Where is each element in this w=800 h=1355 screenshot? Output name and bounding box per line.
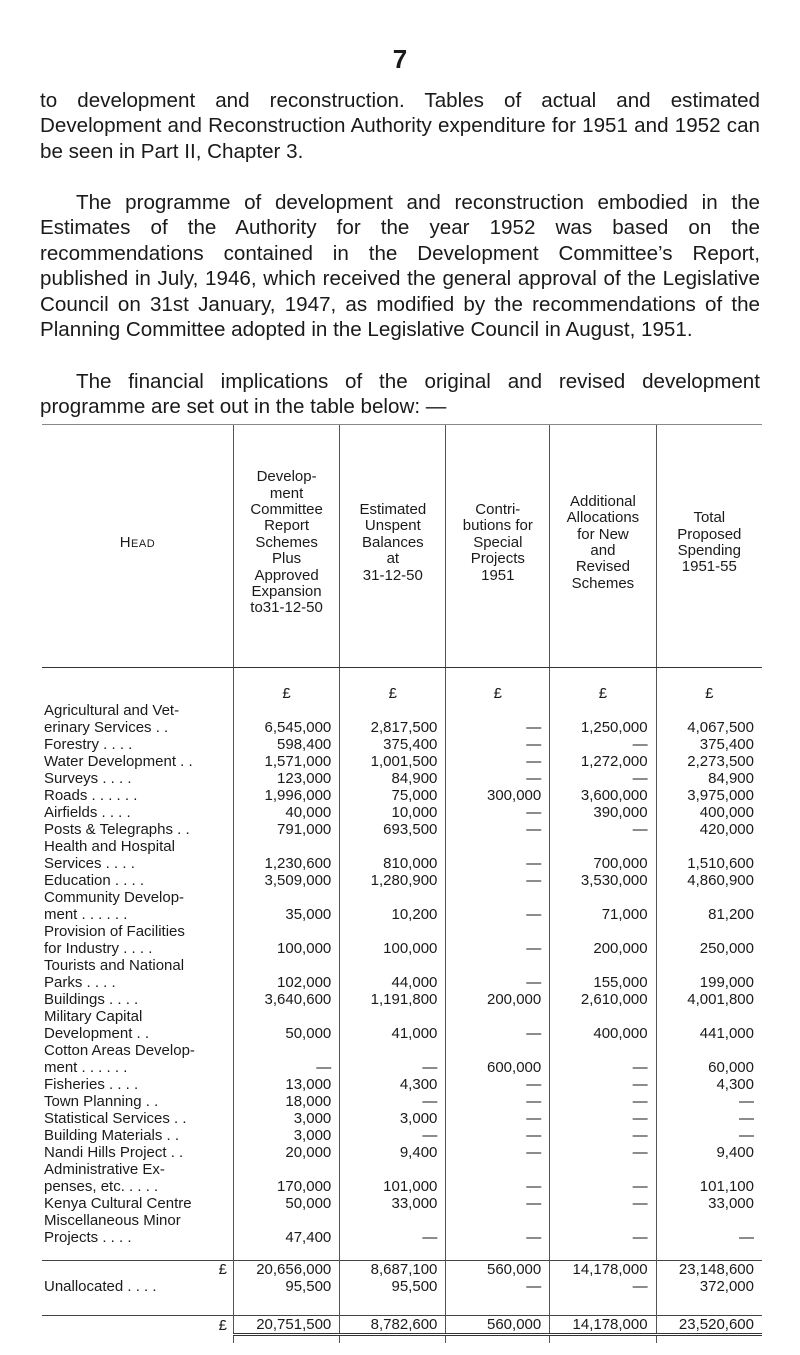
table-row <box>42 872 762 889</box>
header-col3 <box>446 425 550 668</box>
empty-cell <box>446 889 550 906</box>
row-label: Projects . . . . <box>44 1228 132 1246</box>
row-value: 155,000 <box>550 974 656 991</box>
row-value: 102,000 <box>233 974 339 991</box>
header-line: Revised <box>575 558 631 576</box>
row-value: 1,510,600 <box>656 855 762 872</box>
row-value: — <box>446 906 550 923</box>
header-col5 <box>656 425 762 668</box>
row-value: — <box>446 1195 550 1212</box>
row-value: — <box>340 1229 446 1246</box>
unallocated-value: 372,000 <box>656 1278 762 1295</box>
row-label: Forestry . . . . <box>44 735 133 753</box>
table-row <box>42 1178 762 1195</box>
row-value: 1,280,900 <box>340 872 446 889</box>
header-col2 <box>340 425 446 668</box>
empty-cell <box>340 957 446 974</box>
table-row <box>42 770 762 787</box>
table-row <box>42 940 762 957</box>
row-label: Development . . <box>44 1024 150 1042</box>
table-row <box>42 974 762 991</box>
row-value: 300,000 <box>446 787 550 804</box>
table-row <box>42 1008 762 1025</box>
unallocated-label: Unallocated . . . . <box>44 1277 157 1295</box>
row-label: Kenya Cultural Centre <box>44 1194 192 1212</box>
row-value: 33,000 <box>340 1195 446 1212</box>
row-value: — <box>550 736 656 753</box>
header-line: ment <box>269 484 304 502</box>
grand-total-value: 14,178,000 <box>550 1316 656 1335</box>
grand-total-value: 23,520,600 <box>656 1316 762 1335</box>
empty-cell <box>446 1042 550 1059</box>
row-value: 9,400 <box>656 1144 762 1161</box>
row-value: 1,996,000 <box>233 787 339 804</box>
row-value: 791,000 <box>233 821 339 838</box>
row-label: Military Capital <box>44 1007 143 1025</box>
row-value: 200,000 <box>446 991 550 1008</box>
empty-cell <box>446 1008 550 1025</box>
spacer-row <box>42 1246 762 1261</box>
header-line: Contri- <box>475 500 521 518</box>
header-line: and <box>590 542 616 559</box>
row-label: erinary Services . . <box>44 718 169 736</box>
empty-cell <box>340 1161 446 1178</box>
header-col2-text <box>340 502 445 584</box>
row-value: 101,100 <box>656 1178 762 1195</box>
header-line: Develop- <box>256 468 317 486</box>
row-value: — <box>550 1229 656 1246</box>
header-line: Special <box>473 533 523 551</box>
row-value: 1,001,500 <box>340 753 446 770</box>
header-line: Schemes <box>255 533 318 551</box>
empty-cell <box>233 1212 339 1229</box>
table-row <box>42 889 762 906</box>
row-value: 10,200 <box>340 906 446 923</box>
row-value: — <box>446 719 550 736</box>
header-line: Report <box>264 517 310 535</box>
row-value: 3,000 <box>233 1127 339 1144</box>
row-label: Town Planning . . <box>44 1092 159 1110</box>
row-value: 35,000 <box>233 906 339 923</box>
row-value: 40,000 <box>233 804 339 821</box>
row-value: 250,000 <box>656 940 762 957</box>
row-value: — <box>340 1127 446 1144</box>
empty-cell <box>550 1008 656 1025</box>
empty-cell <box>656 1212 762 1229</box>
empty-cell <box>550 957 656 974</box>
row-label: ment . . . . . . <box>44 905 128 923</box>
table-row <box>42 787 762 804</box>
empty-cell <box>446 957 550 974</box>
row-label: Services . . . . <box>44 854 135 872</box>
row-value: — <box>550 1127 656 1144</box>
row-value: 598,400 <box>233 736 339 753</box>
empty-cell <box>550 1161 656 1178</box>
subtotal-value: 8,687,100 <box>340 1261 446 1279</box>
empty-cell <box>550 1042 656 1059</box>
header-line: Expansion <box>251 583 322 601</box>
header-line: Proposed <box>677 525 742 543</box>
row-label: Community Develop- <box>44 888 185 906</box>
row-label: Provision of Facilities <box>44 922 185 940</box>
row-label: Tourists and National <box>44 956 185 974</box>
row-label: Administrative Ex- <box>44 1160 165 1178</box>
header-line: Projects <box>470 550 525 568</box>
empty-cell <box>656 889 762 906</box>
row-value: — <box>656 1229 762 1246</box>
unallocated-value: 95,500 <box>340 1278 446 1295</box>
empty-cell <box>656 957 762 974</box>
subtotal-value: 23,148,600 <box>656 1261 762 1279</box>
row-value: 1,230,600 <box>233 855 339 872</box>
row-value: 375,400 <box>340 736 446 753</box>
paragraph-3: The financial implications of the original and revised development programme are set out in the table below: — <box>40 370 760 419</box>
empty-cell <box>233 1042 339 1059</box>
row-value: 3,600,000 <box>550 787 656 804</box>
grand-total-row <box>42 1316 762 1335</box>
empty-cell <box>233 838 339 855</box>
empty-cell <box>446 702 550 719</box>
row-value: — <box>550 1076 656 1093</box>
row-value: 810,000 <box>340 855 446 872</box>
row-value: 4,860,900 <box>656 872 762 889</box>
empty-cell <box>550 1212 656 1229</box>
table-row <box>42 1212 762 1229</box>
unallocated-value: — <box>446 1278 550 1295</box>
row-value: 84,900 <box>340 770 446 787</box>
table-row <box>42 821 762 838</box>
row-value: 123,000 <box>233 770 339 787</box>
header-line: at <box>386 550 400 568</box>
row-value: 390,000 <box>550 804 656 821</box>
row-value: 3,975,000 <box>656 787 762 804</box>
header-line: Committee <box>250 500 323 518</box>
row-value: 375,400 <box>656 736 762 753</box>
header-col4 <box>550 425 656 668</box>
table-row <box>42 1144 762 1161</box>
row-value: — <box>446 1178 550 1195</box>
empty-cell <box>656 1161 762 1178</box>
row-value: 47,400 <box>233 1229 339 1246</box>
row-value: 170,000 <box>233 1178 339 1195</box>
table-row <box>42 1093 762 1110</box>
table-row <box>42 957 762 974</box>
empty-cell <box>446 1161 550 1178</box>
table-row <box>42 838 762 855</box>
empty-cell <box>233 702 339 719</box>
header-col3-text <box>446 502 549 584</box>
table-row <box>42 1042 762 1059</box>
row-value: — <box>340 1059 446 1076</box>
table-row <box>42 804 762 821</box>
row-value: — <box>446 1127 550 1144</box>
table-row <box>42 1161 762 1178</box>
row-value: 81,200 <box>656 906 762 923</box>
table-row <box>42 702 762 719</box>
subtotal-value: 14,178,000 <box>550 1261 656 1279</box>
currency-symbol: £ <box>656 668 762 703</box>
row-value: 1,250,000 <box>550 719 656 736</box>
empty-cell <box>340 702 446 719</box>
table-row <box>42 1195 762 1212</box>
empty-cell <box>233 1161 339 1178</box>
row-value: 200,000 <box>550 940 656 957</box>
row-value: 400,000 <box>656 804 762 821</box>
subtotal-value: 560,000 <box>446 1261 550 1279</box>
header-line: 1951-55 <box>681 558 737 576</box>
table-row <box>42 753 762 770</box>
row-label: Statistical Services . . <box>44 1109 187 1127</box>
table-row <box>42 923 762 940</box>
empty-cell <box>340 838 446 855</box>
empty-cell <box>233 889 339 906</box>
currency-symbol: £ <box>340 668 446 703</box>
row-label: Parks . . . . <box>44 973 116 991</box>
row-value: — <box>446 770 550 787</box>
row-label: Cotton Areas Develop- <box>44 1041 195 1059</box>
row-value: 199,000 <box>656 974 762 991</box>
row-value: 101,000 <box>340 1178 446 1195</box>
header-line: 31-12-50 <box>362 566 423 584</box>
empty-cell <box>550 702 656 719</box>
row-value: — <box>656 1127 762 1144</box>
row-value: — <box>446 1076 550 1093</box>
row-value: — <box>446 974 550 991</box>
row-value: 1,191,800 <box>340 991 446 1008</box>
header-line: Unspent <box>364 517 421 535</box>
row-value: — <box>550 1059 656 1076</box>
paragraph-2: The programme of development and reconstruction embodied in the Estimates of the Authority for the year 1952 was based on the recommendations contained in the Development Committee’s Report, published in July, 1946, which received the general approval of the Legislative Council on 31st January, 1947, as modified by the recommendations of the Planning Committee adopted in the Legislative Council in August, 1951. <box>40 191 760 342</box>
row-value: 2,610,000 <box>550 991 656 1008</box>
empty-cell <box>340 923 446 940</box>
empty-cell <box>340 889 446 906</box>
row-value: — <box>550 821 656 838</box>
row-value: 420,000 <box>656 821 762 838</box>
financial-table <box>42 424 762 1343</box>
table-row <box>42 855 762 872</box>
row-label: Buildings . . . . <box>44 990 139 1008</box>
header-line: Estimated <box>359 500 427 518</box>
row-value: 10,000 <box>340 804 446 821</box>
row-value: — <box>446 753 550 770</box>
header-line: Allocations <box>566 509 640 527</box>
row-value: — <box>550 1144 656 1161</box>
empty-cell <box>340 1008 446 1025</box>
row-value: 50,000 <box>233 1195 339 1212</box>
row-label: Agricultural and Vet- <box>44 701 180 719</box>
row-value: 44,000 <box>340 974 446 991</box>
row-value: — <box>446 821 550 838</box>
row-label: penses, etc. . . . . <box>44 1177 159 1195</box>
row-value: 4,067,500 <box>656 719 762 736</box>
currency-symbol: £ <box>550 668 656 703</box>
header-line: Total <box>693 509 726 527</box>
row-label: Airfields . . . . <box>44 803 131 821</box>
row-value: 3,000 <box>340 1110 446 1127</box>
row-label: Fisheries . . . . <box>44 1075 139 1093</box>
row-value: 33,000 <box>656 1195 762 1212</box>
empty-cell <box>233 923 339 940</box>
row-value: 75,000 <box>340 787 446 804</box>
empty-cell <box>446 838 550 855</box>
row-label: Water Development . . <box>44 752 193 770</box>
row-label: Roads . . . . . . <box>44 786 138 804</box>
row-value: — <box>550 1110 656 1127</box>
header-line: Balances <box>361 533 424 551</box>
unallocated-value: 95,500 <box>233 1278 339 1295</box>
table-row <box>42 1025 762 1042</box>
row-value: 71,000 <box>550 906 656 923</box>
row-value: 3,530,000 <box>550 872 656 889</box>
row-value: 13,000 <box>233 1076 339 1093</box>
header-col1-text <box>234 469 339 617</box>
table-row <box>42 736 762 753</box>
currency-row <box>42 668 762 703</box>
table-row <box>42 1059 762 1076</box>
header-col5-text <box>657 510 762 576</box>
page-number: 7 <box>392 44 408 74</box>
header-line: Schemes <box>571 574 635 592</box>
table-row <box>42 719 762 736</box>
empty-cell <box>656 838 762 855</box>
row-value: — <box>550 1093 656 1110</box>
currency-symbol: £ <box>233 668 339 703</box>
spacer-row <box>42 1335 762 1343</box>
subtotal-value: 20,656,000 <box>233 1261 339 1279</box>
row-value: — <box>446 1229 550 1246</box>
paragraph-1: to development and reconstruction. Tables of actual and estimated Development and Reconstruction Authority expenditure for 1951 and 1952 can be seen in Part II, Chapter 3. <box>40 89 760 163</box>
table-row <box>42 991 762 1008</box>
row-value: 9,400 <box>340 1144 446 1161</box>
row-label: Nandi Hills Project . . <box>44 1143 184 1161</box>
header-line: Plus <box>271 550 302 568</box>
row-value: 1,272,000 <box>550 753 656 770</box>
row-value: — <box>446 940 550 957</box>
row-value: 50,000 <box>233 1025 339 1042</box>
header-line: for New <box>577 525 629 543</box>
row-value: — <box>550 1195 656 1212</box>
grand-total-value: 8,782,600 <box>340 1316 446 1335</box>
empty-cell <box>656 923 762 940</box>
row-value: — <box>550 770 656 787</box>
empty-cell <box>656 1008 762 1025</box>
unallocated-row <box>42 1278 762 1295</box>
table-row <box>42 1110 762 1127</box>
header-line: 1951 <box>481 566 515 584</box>
row-value: 700,000 <box>550 855 656 872</box>
row-value: 600,000 <box>446 1059 550 1076</box>
row-value: — <box>446 855 550 872</box>
row-label: for Industry . . . . <box>44 939 153 957</box>
empty-cell <box>656 702 762 719</box>
row-value: 20,000 <box>233 1144 339 1161</box>
header-col1 <box>233 425 339 668</box>
row-value: 3,000 <box>233 1110 339 1127</box>
spacer-row <box>42 1295 762 1316</box>
row-label: Posts & Telegraphs . . <box>44 820 190 838</box>
row-value: 2,273,500 <box>656 753 762 770</box>
table-row <box>42 1229 762 1246</box>
row-value: 100,000 <box>233 940 339 957</box>
row-value: — <box>656 1110 762 1127</box>
grand-total-label: £ <box>42 1316 233 1335</box>
row-value: — <box>656 1093 762 1110</box>
row-value: — <box>446 1110 550 1127</box>
empty-cell <box>550 923 656 940</box>
row-value: 18,000 <box>233 1093 339 1110</box>
header-line: butions for <box>462 517 533 535</box>
header-col4-text <box>550 494 655 592</box>
row-value: — <box>233 1059 339 1076</box>
row-value: — <box>446 736 550 753</box>
row-value: 1,571,000 <box>233 753 339 770</box>
unallocated-value: — <box>550 1278 656 1295</box>
empty-cell <box>550 838 656 855</box>
row-value: 441,000 <box>656 1025 762 1042</box>
currency-symbol: £ <box>446 668 550 703</box>
header-line: Approved <box>254 566 319 584</box>
empty-cell <box>340 1212 446 1229</box>
row-label: Surveys . . . . <box>44 769 132 787</box>
table-row <box>42 1127 762 1144</box>
row-label: ment . . . . . . <box>44 1058 128 1076</box>
row-value: 3,640,600 <box>233 991 339 1008</box>
empty-cell <box>340 1042 446 1059</box>
empty-cell <box>656 1042 762 1059</box>
header-line: Additional <box>569 492 636 510</box>
header-line: Spending <box>677 542 741 559</box>
row-value: — <box>446 1025 550 1042</box>
empty-cell <box>446 923 550 940</box>
header-line: to31-12-50 <box>250 599 323 617</box>
row-value: 2,817,500 <box>340 719 446 736</box>
header-head: Head <box>42 425 233 668</box>
row-label: Health and Hospital <box>44 837 175 855</box>
subtotal-row <box>42 1261 762 1279</box>
row-value: — <box>446 1144 550 1161</box>
row-value: 60,000 <box>656 1059 762 1076</box>
row-label: Education . . . . <box>44 871 145 889</box>
row-label: Building Materials . . <box>44 1126 180 1144</box>
row-value: 4,300 <box>656 1076 762 1093</box>
row-value: 4,001,800 <box>656 991 762 1008</box>
empty-cell <box>233 957 339 974</box>
row-value: 6,545,000 <box>233 719 339 736</box>
row-value: 100,000 <box>340 940 446 957</box>
row-value: 3,509,000 <box>233 872 339 889</box>
table-row <box>42 1076 762 1093</box>
empty-cell <box>446 1212 550 1229</box>
grand-total-value: 20,751,500 <box>233 1316 339 1335</box>
grand-total-value: 560,000 <box>446 1316 550 1335</box>
row-value: 84,900 <box>656 770 762 787</box>
row-value: 41,000 <box>340 1025 446 1042</box>
table-row <box>42 906 762 923</box>
empty-cell <box>233 1008 339 1025</box>
row-value: 693,500 <box>340 821 446 838</box>
empty-cell <box>550 889 656 906</box>
row-value: 4,300 <box>340 1076 446 1093</box>
row-value: 400,000 <box>550 1025 656 1042</box>
subtotal-label: £ <box>42 1261 233 1279</box>
row-label: Miscellaneous Minor <box>44 1211 181 1229</box>
row-value: — <box>340 1093 446 1110</box>
row-value: — <box>446 872 550 889</box>
row-value: — <box>446 804 550 821</box>
row-value: — <box>550 1178 656 1195</box>
row-value: — <box>446 1093 550 1110</box>
